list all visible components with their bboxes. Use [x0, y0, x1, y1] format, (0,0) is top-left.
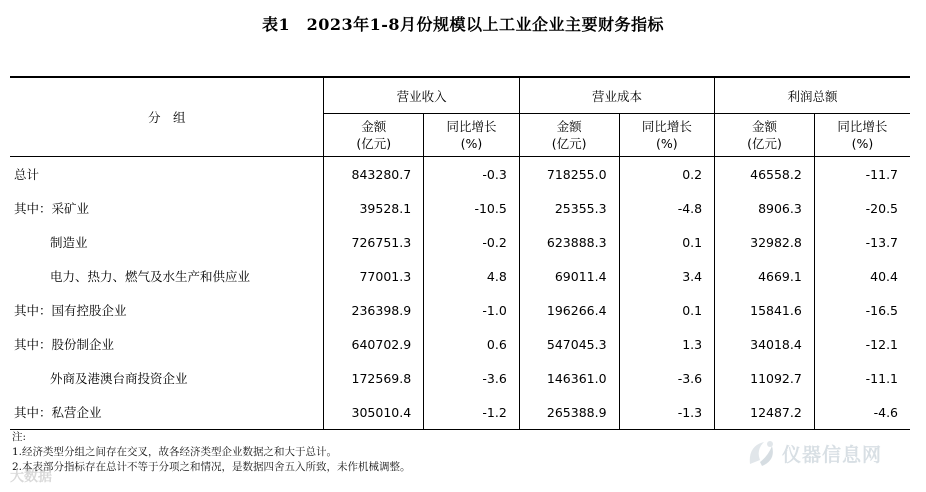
cost-yoy-cell: 0.1: [619, 225, 715, 259]
cost-yoy-cell: 0.2: [619, 157, 715, 192]
revenue-yoy-cell: -1.0: [424, 293, 520, 327]
cost-yoy-cell: -3.6: [619, 361, 715, 395]
table-row: [10, 395, 910, 430]
cost-yoy-cell: 3.4: [619, 259, 715, 293]
cost-amount-cell: 69011.4: [519, 259, 619, 293]
revenue-yoy-cell: -3.6: [424, 361, 520, 395]
row-label: [10, 361, 324, 395]
revenue-amount-cell: 236398.9: [324, 293, 424, 327]
row-name: 电力、热力、燃气及水生产和供应业: [50, 269, 251, 284]
row-name: 私营企业: [51, 405, 102, 420]
cost-amount-cell: 547045.3: [519, 327, 619, 361]
watermark-logo: [742, 434, 918, 474]
footnotes: [12, 430, 411, 475]
cost-amount-cell: 718255.0: [519, 157, 619, 192]
note-item: 1.经济类型分组之间存在交叉，故各经济类型企业数据之和大于总计。: [12, 446, 338, 458]
profit-header: 利润总额: [715, 77, 910, 114]
table-row: [10, 157, 910, 192]
cost-amount-cell: 196266.4: [519, 293, 619, 327]
cost-yoy-cell: 1.3: [619, 327, 715, 361]
profit-amount-cell: 11092.7: [715, 361, 815, 395]
revenue-yoy-cell: 0.6: [424, 327, 520, 361]
row-prefix: 其中：: [14, 337, 52, 352]
row-prefix: 其中：: [14, 201, 52, 216]
table-row: [10, 191, 910, 225]
profit-amount-cell: 34018.4: [715, 327, 815, 361]
table-body: [10, 157, 910, 430]
revenue-amount-cell: 726751.3: [324, 225, 424, 259]
row-name: 制造业: [50, 235, 88, 250]
financial-indicators-table: [10, 76, 910, 430]
cost-amount-cell: 25355.3: [519, 191, 619, 225]
cost-header: 营业成本: [519, 77, 714, 114]
profit-yoy-cell: -13.7: [814, 225, 910, 259]
row-name: 股份制企业: [51, 337, 115, 352]
note-item: 2.本表部分指标存在总计不等于分项之和情况，是数据四舍五入所致，未作机械调整。: [12, 461, 411, 473]
row-prefix: 其中：: [14, 405, 52, 420]
cost-amount-cell: 265388.9: [519, 395, 619, 430]
revenue-yoy-cell: -0.2: [424, 225, 520, 259]
profit-amount-cell: 32982.8: [715, 225, 815, 259]
revenue-amount-cell: 77001.3: [324, 259, 424, 293]
profit-yoy-cell: -4.6: [814, 395, 910, 430]
watermark-left: 大数据: [10, 469, 52, 485]
table-row: [10, 225, 910, 259]
row-name: 总计: [14, 167, 40, 182]
profit-yoy-cell: -20.5: [814, 191, 910, 225]
revenue-yoy-cell: 4.8: [424, 259, 520, 293]
profit-amount-cell: 8906.3: [715, 191, 815, 225]
table-row: [10, 361, 910, 395]
row-name: 采矿业: [51, 201, 90, 216]
notes-heading: 注:: [12, 431, 27, 443]
row-name: 国有控股企业: [51, 303, 127, 318]
revenue-amount-cell: 39528.1: [324, 191, 424, 225]
table-row: [10, 293, 910, 327]
profit-amount-cell: 46558.2: [715, 157, 815, 192]
cost-yoy-cell: 0.1: [619, 293, 715, 327]
revenue-yoy-cell: -0.3: [424, 157, 520, 192]
revenue-yoy-cell: -10.5: [424, 191, 520, 225]
revenue-amount-cell: 305010.4: [324, 395, 424, 430]
row-label: [10, 191, 324, 225]
row-label: [10, 225, 324, 259]
row-label: [10, 259, 324, 293]
cost-yoy-header: 同比增长 (%): [619, 114, 715, 157]
row-label: [10, 327, 324, 361]
table-title: 表1 2023年1-8月份规模以上工业企业主要财务指标: [261, 15, 665, 34]
cost-yoy-cell: -4.8: [619, 191, 715, 225]
watermark-right-text: 仪器信息网: [782, 444, 883, 466]
profit-yoy-cell: 40.4: [814, 259, 910, 293]
profit-yoy-cell: -16.5: [814, 293, 910, 327]
revenue-yoy-cell: -1.2: [424, 395, 520, 430]
profit-yoy-cell: -11.7: [814, 157, 910, 192]
revenue-header: 营业收入: [324, 77, 519, 114]
revenue-amount-header: 金额 (亿元): [324, 114, 424, 157]
revenue-yoy-header: 同比增长 (%): [424, 114, 520, 157]
row-prefix: 其中：: [14, 303, 52, 318]
row-label: [10, 293, 324, 327]
instrument-logo-icon: [742, 434, 782, 474]
revenue-amount-cell: 640702.9: [324, 327, 424, 361]
profit-yoy-cell: -12.1: [814, 327, 910, 361]
revenue-amount-cell: 843280.7: [324, 157, 424, 192]
cost-amount-cell: 146361.0: [519, 361, 619, 395]
cost-amount-cell: 623888.3: [519, 225, 619, 259]
revenue-amount-cell: 172569.8: [324, 361, 424, 395]
row-label: [10, 395, 324, 430]
profit-amount-cell: 12487.2: [715, 395, 815, 430]
profit-yoy-header: 同比增长 (%): [814, 114, 910, 157]
group-header: 分 组: [10, 77, 324, 157]
table-row: [10, 327, 910, 361]
cost-amount-header: 金额 (亿元): [519, 114, 619, 157]
profit-amount-cell: 15841.6: [715, 293, 815, 327]
row-label: [10, 157, 324, 192]
table-row: [10, 259, 910, 293]
profit-amount-header: 金额 (亿元): [715, 114, 815, 157]
profit-yoy-cell: -11.1: [814, 361, 910, 395]
cost-yoy-cell: -1.3: [619, 395, 715, 430]
row-name: 外商及港澳台商投资企业: [50, 371, 188, 386]
profit-amount-cell: 4669.1: [715, 259, 815, 293]
